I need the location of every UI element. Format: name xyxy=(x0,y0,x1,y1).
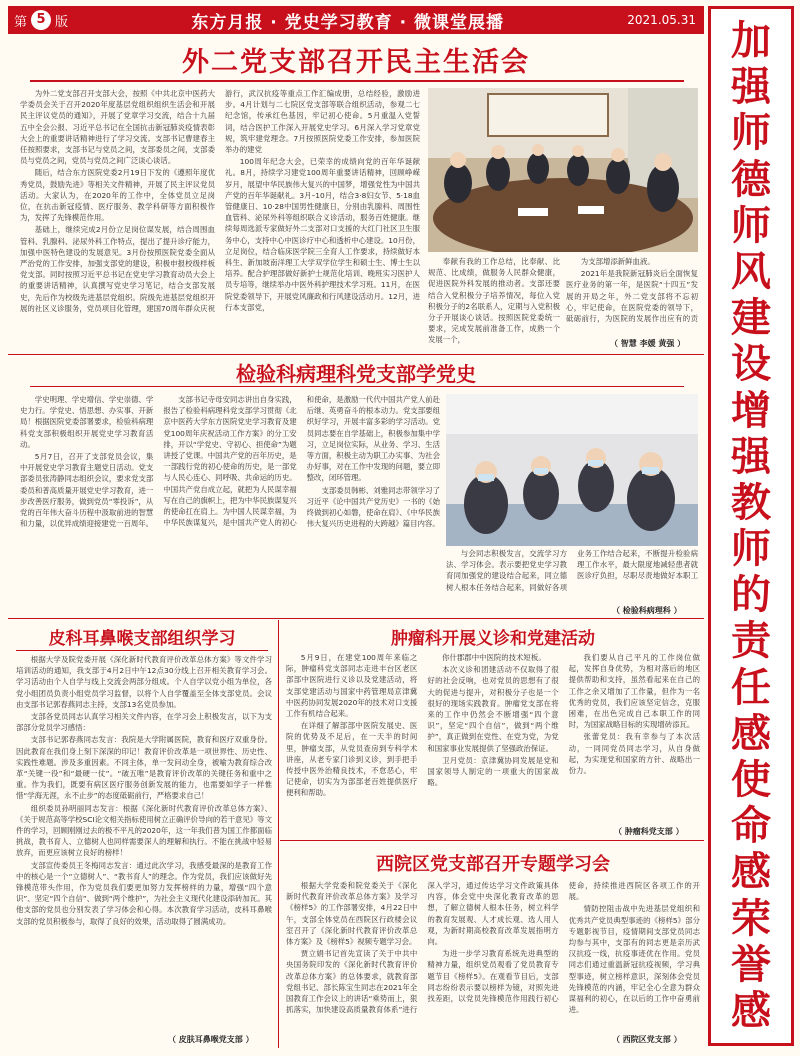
article1-body xyxy=(20,88,420,350)
article2-para: 支部委员韩彬、刘雅同志带领学习了习近平《论中国共产党历史》一书的《始终做到初心如磐，使命在肩》、《中华民族伟大复兴历史进程的大跨越》篇目内容。 xyxy=(306,485,440,529)
article3-para: 支部宣传委员王冬梅同志发言：通过此次学习，我感受最深的是教育工作中的核心是一个“立德树人”、“教书育人”的理念。作为党员，我们应该做好先锋模范带头作用，作为党员我们要更加努力发挥榜样的力量，增强“四个意识”、坚定“四个自信”、做到“两个维护”，为社会主义现代化建设添砖加瓦。其他支部的党员也分别发表了学习体会和心得。本次教育学习活动，皮科耳鼻喉支部的党员积极参与，取得了良好的效果，活动取得了圆满成功。 xyxy=(16,860,272,926)
article1-para: 为支部增添新鲜血液。 xyxy=(580,257,655,266)
slogan-char: 德 xyxy=(731,156,771,203)
article2-para: 与会同志积极发言，交流学习方法、学习体会。表示要把党史学习教育同加强党的建设结合起来，同立德树人根本任务结合起来，同做好各项业务工作结合起来，不断提升检验病理工作水平，最大限度地减轻患者就医诊疗负担，尽职尽责地做好本职工 xyxy=(446,549,698,592)
article2-photo xyxy=(446,394,698,546)
article1-para: 奉献有我的工作总结，比奉献、比规范、比成绩，做服务人民群众健康，促进医院外科发展的推动者。支部还要结合入党积极分子培养情况，每位入党积极分子的2名联系人，定期与入党积极分子开展谈心谈话。按照医院党委统一要求，完成发展前准备工作，成熟一个发展一个， xyxy=(428,257,560,345)
vertical-slogan xyxy=(708,6,794,1046)
slogan-char: 强 xyxy=(731,64,771,111)
slogan-char: 强 xyxy=(731,433,771,480)
article4-body xyxy=(286,652,700,820)
issue-suffix: 版 xyxy=(55,14,69,30)
article3-credit: （ 皮肤耳鼻喉党支部 ） xyxy=(168,1035,254,1044)
slogan-char: 风 xyxy=(731,248,771,295)
slogan-char: 设 xyxy=(731,341,771,388)
article3-para: 支部各党员同志认真学习相关文件内容，在学习会上积极发言，以下为支部部分党员学习感悟： xyxy=(16,712,272,733)
article3-para: 根据大学及院党委开展《深化新时代教育评价改革总体方案》等文件学习培训活动的通知，我支部于4月2日中午12点30分线上召开相关教育学习会。学习活动由个人自学与线上交流会两部分组成。个人自学以党小组为单位，各党小组团员负责小组党员学习监督，以将个人自学覆盖至全体支部党员。会议由支部书记郭春燕同志主持，支部13名党员参加。 xyxy=(16,655,272,709)
article4-para: 5月9日，在建党100周年来临之际，肿瘤科党支部同志走进丰台区老区部部中医院进行义诊以及党建活动，将支部党建活动与国家中药管理局京津冀中医药协同发展2020年的技术对口支援工作有机结合起来。 xyxy=(286,653,418,719)
article4-title: 肿瘤科开展义诊和党建活动 xyxy=(391,629,595,649)
article2-para: 学史明理、学史增信、学史崇德、学史力行。学党史、悟思想、办实事、开新局！根据医院党委部署要求，检验科病理科党支部积极组织开展党史学习教育活动。 xyxy=(20,395,154,449)
slogan-char: 师 xyxy=(731,110,771,157)
article2-para: 5月7日，召开了支部党员会议，集中开展党史学习教育主题党日活动。党支部委员张涛静同志组织会议，要求党支部委员和普高质量开展党史学习教育，进一步改善医疗服务，做到党员“零投诉”，从党的百年伟大奋斗历程中汲取前进的智慧和力量，以优异成绩迎接建党一百周年。 xyxy=(20,452,154,529)
slogan-char: 建 xyxy=(731,295,771,342)
slogan-char: 感 xyxy=(731,710,771,757)
article4-para: 张蕾党员：我有幸参与了本次活动，一同同党员同志学习，从自身做起，为实现党和国家的方针、战略出一份力。 xyxy=(568,732,700,776)
article1-body-c xyxy=(566,256,698,336)
article2-body xyxy=(20,394,440,604)
slogan-char: 感 xyxy=(731,849,771,896)
article1-para: 2021年是我院新冠肺炎后全面恢复医疗业务的第一年，是医院“十四五”发展的开局之年，外二党支部将不忘初心，牢记使命，在医院党委的领导下，砥砺前行，为医院的发展作出应有的贡 xyxy=(566,269,698,324)
issue-number: 5 xyxy=(31,10,51,30)
article2-title: 检验科病理科党支部学党史 xyxy=(236,362,476,386)
article3-para: 支部书记郭春燕同志发言：我院是大学附属医院，教育和医疗双重身份。因此教育在我们身上刻下深深的印记！教育评价改革是一项世界性、历史性、实践性难题。涉及多重因素。不同主体，单一发问动全身，被喻为教育综合改革“关键一役”和“最硬一仗”。“破五唯”是教育评价改革的关键任务和重中之重。作为我们，既要有病区医疗服务创新发展的能力，也需要如学子一样惟惜“学海无涯，永不止步”的态度砥砺前行，严格要求自己！ xyxy=(16,735,272,801)
slogan-char: 命 xyxy=(731,803,771,850)
article4-credit: （ 肿瘤科党支部 ） xyxy=(614,827,684,836)
article4-para: 你什郡郡中中医院的技术短板。 xyxy=(442,653,546,662)
slogan-char: 责 xyxy=(731,618,771,665)
article5-credit: （ 西院区党支部 ） xyxy=(612,1035,682,1044)
slogan-char: 师 xyxy=(731,526,771,573)
article1-title: 外二党支部召开民主生活会 xyxy=(182,47,530,78)
article3-para: 组织委员孙明丽同志发言：根据《深化新时代教育评价改革总体方案》、《关于规范高等学校SCI论文相关指标使用树立正确评价导向的若干意见》等文件的学习，回顾刚刚过去的极不平凡的2020年，这一年我们普为国工作都面临挑战，教书育人、立德树人也同样需要深人的理解和执行。不能在挑战中轻易放弃，而更应该树立良好的榜样！ xyxy=(16,803,272,858)
article5-para: 情防控阻击战中先进基层党组织和优秀共产党员典型事迹的《榜样5》部分专题影视节目，疫情期间支部党员同志均参与其中，支部有的同志更是亲历武汉抗疫一线，抗疫事迹优在作用。党员同志们通过重温新冠抗疫视频，学习典型事迹，树立榜样意识，深刻体会党员先锋模范的内涵，牢记全心全意为群众谋福利的初心，在以后的工作中奋勇前进。 xyxy=(568,904,700,1015)
slogan-char: 师 xyxy=(731,202,771,249)
article2-credit: （ 检验科病理科 ） xyxy=(612,606,682,615)
article1-body-b xyxy=(428,256,560,352)
slogan-char: 教 xyxy=(731,479,771,526)
article1-credit: （ 智慧 李媛 黄强 ） xyxy=(610,339,686,348)
article4-para: 我们要从自己平凡的工作岗位做起，发挥自身优势，为相对落后的地区提供帮助和支持，虽然看起来在自己的工作之余又增加了工作量，但作为一名优秀的党员，我们应该坚定信念，克服困难，在出色完成自己本职工作的同时，为国家战略目标的实现增砖添瓦。 xyxy=(568,653,700,730)
article5-para: 根据大学党委和院党委关于《深化新时代教育评价改革总体方案》及学习《榜样5》的工作部署安排，4月22日中午，支部全体党员在西院区行政楼会议室召开了《深化新时代教育评价改革总体方案》及《榜样5》视频专题学习会。 xyxy=(286,881,418,947)
article2-body-b xyxy=(446,548,698,604)
article3-title: 皮科耳鼻喉支部组织学习 xyxy=(48,629,236,649)
article5-body xyxy=(286,880,700,1030)
issue-date: 2021.05.31 xyxy=(627,13,696,27)
article2-para: 支部书记寺母安同志讲出自身实践，报告了检验科病理科党支部学习贯彻《北京中医药大学东方医院党史学习教育及建党100周年庆祝活动工作方案》的分工安排，开以“学党史、守初心、担使命”为题讲授了党课。中国共产党的百年历史，是一部践行党的初心使命的历史，是一部党与人民心连心、同呼吸、共命运的历史。中国共产党自成立起，就把为人民谋幸福写在自己的旗帜上，把为中华民族谋复兴的使命扛在肩上。为中国人民谋幸福，为中华民族谋复兴，是中国共产党人的初心和使命，是激励一代代中国共产党人前赴后继、英勇奋斗的根本动力。党支部要组织好学习，开展丰富多彩的学习活动。党员同志要在自学基础上，积极参加集中学习，立足岗位实际，从业务、学习、生活等方面，积极主动为职工办实事、为社会办好事，对在工作中发现的问题，要立即整改，闭环管理。 xyxy=(163,395,440,528)
issue-prefix: 第 xyxy=(14,14,28,30)
slogan-char: 加 xyxy=(731,18,771,64)
article1-para: 随后，结合东方医院党委2月19日下发的《遵照年度优秀党员，鼓励先进》等相关文件精神，开展了民主评议党员活动。大家认为，在2020年的工作中，全体党员立足岗位，在抗击新冠疫情、医疗服务、教学科研等方面积极作为，发挥了先锋模范作用。 xyxy=(20,168,215,223)
article5-title: 西院区党支部召开专题学习会 xyxy=(376,854,610,875)
article3-body xyxy=(16,654,272,1030)
slogan-char: 任 xyxy=(731,664,771,711)
article5-para: 为进一步学习教育系统先进典型的精神力量，组织党员观看了党员教育专题节目《榜样5》。在观看节目后，支部同志纷纷表示要以榜样为镜，对照先进找差距，以党员先锋模范作用践行初心使命，持续推进西院区各项工作的开展。 xyxy=(427,881,700,1004)
slogan-char: 荣 xyxy=(731,895,771,942)
slogan-char: 增 xyxy=(731,387,771,434)
article1-para: 100周年纪念大会，已荣幸的成绩向党的百年华诞献礼。8月，持续学习建党100周年重要讲话精神，回顾峥嵘岁月，展望中华民族伟大复兴的中国梦，增强党性为中国共产党的百年华诞献礼。3月–10月，结合3·8妇女节、5·18血管健康日、10·28中国男性健康日，分别由乳腺科、周围性血管科、泌尿外科等组织联合义诊活动，服务百姓健康。继续每周选派专家做好外二支部对口支援的大红门社区卫生服务中心，支持中心中医诊疗中心和透析中心建设。10月份，立足岗位，结合临床医学院三全育人工作要求，持续做好本科生、新加坡南洋理工大学双学位学生和硕士生、博士生以培养。配合护理部做好新护士规范化培训、晚班实习医护人员专培等，继续举办中医外科护理技术学习班。11月，在医院党委领导下，开展党风廉政和行风建设活动月。12月，进行本支部党， xyxy=(225,157,420,312)
issue-label xyxy=(8,10,68,30)
article1-photo xyxy=(428,88,698,252)
article1-para: 基础上，继续完成2月份立足岗位谋发展，结合周围血管科、乳腺科、泌尿外科工作特点，提出了提升诊疗能力，加强中医特色建设的发展意见。3月份按照医院党委全面从严治党的工作安排，加强支部党的建设，积极申报校级样板党支部。同时按照习近平总书记在党史学习教育动员大会上的重要讲话精神，认真撰写党史学习笔记，结合支部发展史，先后作为校级先进基层党组织。院级先进基层党组织开展的社区义诊服务，党员项目化管理，建国70周年群众庆祝游行，武汉抗疫等重点工作汇编成册，总结经验，激励进步。4月计划与二七院区党支部等联合组织活动，参观二七纪念馆，传承红色基因，牢记初心使命。5月重温入党誓词，结合医护工作深入开展党史学习。6月深入学习党章党规，筑牢建党理念。7月按照医院党委工作安排，参加医院举办的建党 xyxy=(20,89,420,313)
article4-para: 在详细了解部部中医院发展史、医院的优势及不足后，在一天半的时间里，肿瘤支部，从党员查房到专科学术讲座，从老专家门诊到义诊，到手把手传授中医外治精良技术，不怠恶心，牢记使命，切实为为部部老百姓提供医疗便利和帮助。 xyxy=(286,721,418,798)
slogan-char: 感 xyxy=(731,987,771,1034)
article5-para: 贾立娟书记首先宣读了关于中共中央国务院印发的《深化新时代教育评价改革总体方案》的总体要求，就教育部党组书记、部长陈宝生同志在2021年全国教育工作会议上的讲话“乘势而上，狠抓落实，加快建设高质量教育体系”进行深入学习，通过传达学习文件政策具体内容，体会党中央深化教育改革的思想，了解立德树人根本任务，树立科学的教育发展观、人才成长观、选人用人观，为新时期高校教育改革发展指明方向。 xyxy=(286,881,559,1015)
slogan-char: 使 xyxy=(731,757,771,803)
article1-para: 为外二党支部召开支部大会，按照《中共北京中医药大学委员会关于召开2020年度基层党组织组织生活会和开展民主评议党员的通知》，开展了党章学习交流，结合十九届五中全会公报、习近平总书记在全国抗击新冠肺炎疫情表彰大会上的重要讲话精神进行了学习交流。支部书记曹建春主任按照要求，支部书记与党员之间，支部委员之间，支部委员与党员之间，党员与党员之间广泛谈心谈话。 xyxy=(20,89,215,166)
article4-para: 卫月党员：京津冀协同发展是党和国家领导人制定的一项重大的国家战略。 xyxy=(427,755,559,788)
masthead-title: 东方月报 · 党史学习教育 · 微课堂展播 xyxy=(191,12,504,33)
slogan-char: 誉 xyxy=(731,941,771,988)
article4-para: 本次义诊和团建活动不仅取得了很好的社会反响，也对党员的思想有了很大的促进与提升，对积极分子也是一个很好的现场实践教育。肿瘤党支部在将来的工作中仍然会不断增强“四个意识”，坚定“四个自信”，做到“两个维护”，真正做到在党性、在党为党，为党和国家事业发展提供了坚强政治保证。 xyxy=(427,665,559,753)
slogan-char: 的 xyxy=(731,572,771,619)
masthead xyxy=(8,6,704,34)
